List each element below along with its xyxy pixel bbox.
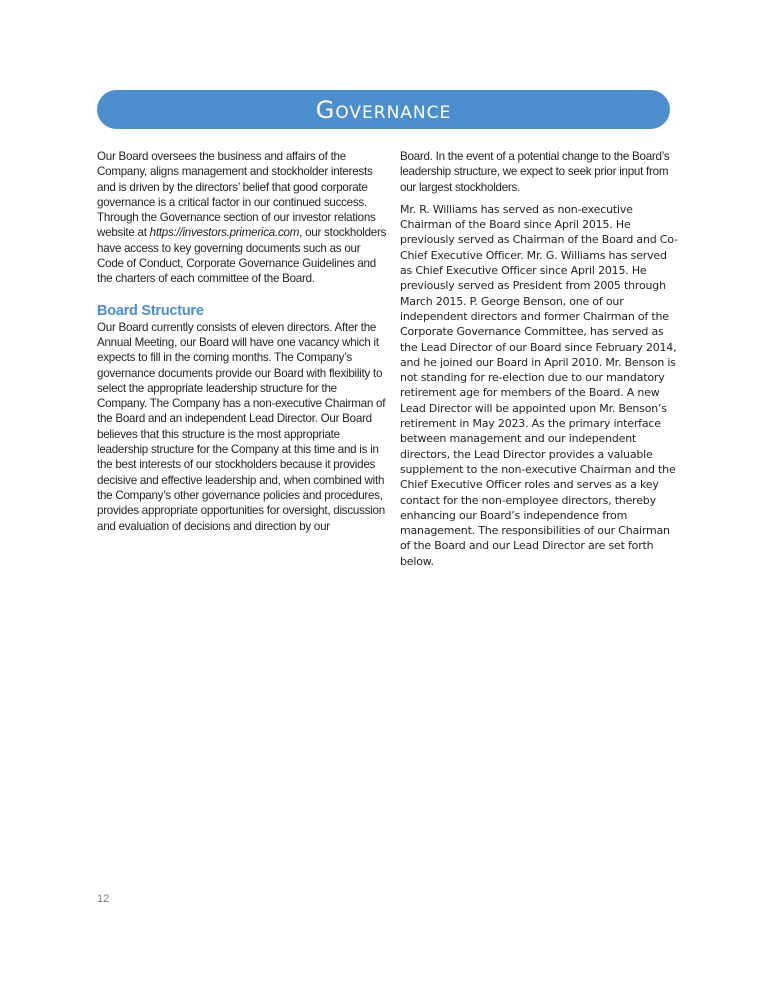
investor-relations-link[interactable]: https://investors.primerica.com [149,226,300,240]
board-structure-paragraph: Our Board currently consists of eleven directors. After the Annual Meeting, our Board will have one vacancy which it expects to fill in the coming months. The Company’s governance documents provide our Board with flexibility to select the appropriate leadership structure for the Company. The Company has a non-executive Chairman of the Board and an independent Lead Director. Our Board believes that this structure is the most appropriate leadership structure for the Company at this time and is in the best interests of our stockholders because it provides decisive and effective leadership and, when combined with the Company’s other governance policies and procedures, provides appropriate opportunities for oversight, discussion and evaluation of decisions and direction by our [97,320,386,533]
right-column [400,149,680,569]
continuation-paragraph: Board. In the event of a potential change to the Board’s leadership structure, we expect to seek prior input from our largest stockholders. [400,150,670,194]
left-column [97,149,389,534]
board-structure-heading: Board Structure [97,302,204,319]
leadership-paragraph: Mr. R. Williams has served as non-executive Chairman of the Board since April 2015. He previously served as Chairman of the Board and Co-Chief Executive Officer. Mr. G. Williams has served as Chief Executive Officer since April 2015. He previously served as President from 2005 through March 2015. P. George Benson, one of our independent directors and former Chairman of the Corporate Governance Committee, has served as the Lead Director of our Board since February 2014, and he joined our Board in April 2010. Mr. Benson is not standing for re-election due to our mandatory retirement age for members of the Board. A new Lead Director will be appointed upon Mr. Benson’s retirement in May 2023. As the primary interface between management and our independent directors, the Lead Director provides a valuable supplement to the non-executive Chairman and the Chief Executive Officer roles and serves as a key contact for the non-employee directors, thereby enhancing our Board’s independence from management. The responsibilities of our Chairman of the Board and our Lead Director are set forth below. [400,202,678,568]
section-banner [97,90,670,129]
section-title: Governance [315,95,452,124]
page-number: 12 [97,893,110,905]
intro-text-continued: , our stockholders have access to key governing documents such as our Code of Conduct, Corporate Governance Guidelines and the charters of each committee of the Board. [97,226,387,286]
intro-paragraph [97,149,389,287]
intro-text: Our Board oversees the business and affairs of the Company, aligns management and stockholder interests and is driven by the directors’ belief that good corporate governance is a critical factor in our continued success. Through the Governance section of our investor relations website at [97,150,376,240]
